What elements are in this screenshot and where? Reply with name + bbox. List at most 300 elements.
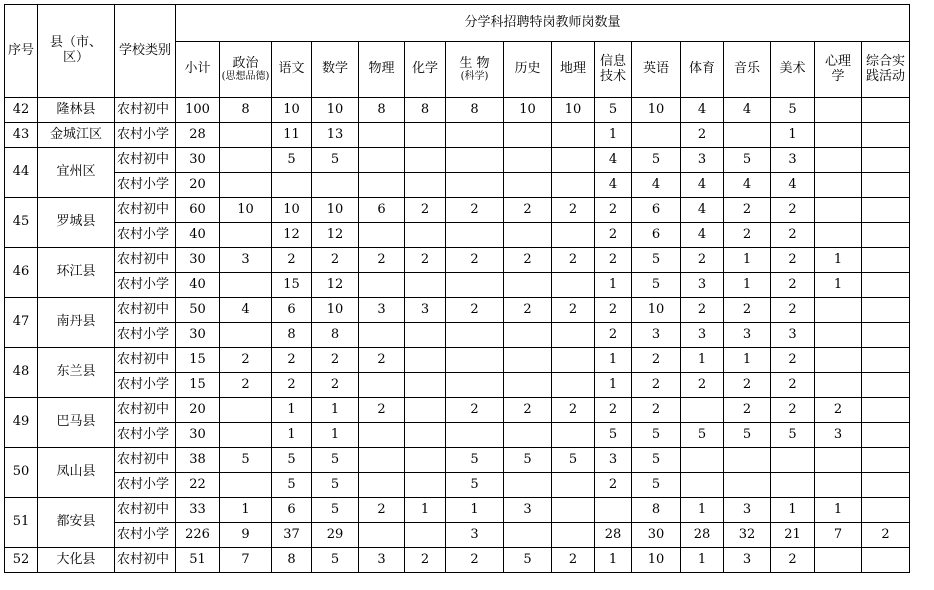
header-subject-label: 历史 — [514, 61, 541, 77]
count-cell-art: 2 — [771, 248, 815, 273]
count-cell-chemistry — [405, 373, 446, 398]
count-cell-art: 2 — [771, 223, 815, 248]
count-cell-pe: 2 — [681, 248, 724, 273]
count-cell-total: 15 — [176, 373, 220, 398]
county-cell: 宜州区 — [38, 148, 115, 198]
count-cell-math: 10 — [312, 298, 359, 323]
count-cell-it: 1 — [595, 273, 632, 298]
count-cell-total: 30 — [176, 423, 220, 448]
count-cell-physics — [359, 448, 405, 473]
school-type-cell: 农村初中 — [115, 548, 176, 573]
count-cell-total: 38 — [176, 448, 220, 473]
count-cell-music: 1 — [724, 273, 771, 298]
table-row — [5, 273, 910, 298]
count-cell-chemistry — [405, 173, 446, 198]
count-cell-chemistry — [405, 273, 446, 298]
header-subject-label: 政治 — [232, 55, 259, 71]
header-subject-art — [771, 42, 815, 98]
count-cell-biology — [446, 423, 504, 448]
seq-cell: 48 — [5, 348, 38, 398]
count-cell-practice — [862, 148, 910, 173]
county-cell: 都安县 — [38, 498, 115, 548]
count-cell-psychology — [815, 98, 862, 123]
count-cell-psychology — [815, 123, 862, 148]
count-cell-pe: 1 — [681, 548, 724, 573]
count-cell-chemistry — [405, 148, 446, 173]
count-cell-music: 3 — [724, 498, 771, 523]
count-cell-psychology — [815, 348, 862, 373]
count-cell-music: 1 — [724, 248, 771, 273]
count-cell-pe — [681, 398, 724, 423]
county-cell: 金城江区 — [38, 123, 115, 148]
count-cell-art: 2 — [771, 398, 815, 423]
count-cell-art: 5 — [771, 423, 815, 448]
seq-cell: 52 — [5, 548, 38, 573]
count-cell-math: 5 — [312, 148, 359, 173]
count-cell-pe: 3 — [681, 273, 724, 298]
count-cell-geography — [552, 123, 595, 148]
header-subject-label: 美术 — [779, 61, 806, 77]
count-cell-math: 5 — [312, 448, 359, 473]
count-cell-politics — [220, 398, 272, 423]
count-cell-psychology — [815, 373, 862, 398]
count-cell-biology — [446, 173, 504, 198]
count-cell-practice — [862, 173, 910, 198]
count-cell-math: 1 — [312, 423, 359, 448]
header-subject-history — [504, 42, 552, 98]
count-cell-music: 2 — [724, 198, 771, 223]
school-type-cell: 农村初中 — [115, 348, 176, 373]
count-cell-psychology: 1 — [815, 498, 862, 523]
count-cell-geography — [552, 173, 595, 198]
teacher-recruitment-table — [4, 4, 910, 573]
count-cell-geography: 2 — [552, 198, 595, 223]
count-cell-it: 2 — [595, 223, 632, 248]
count-cell-history — [504, 173, 552, 198]
table-row — [5, 373, 910, 398]
count-cell-art: 1 — [771, 123, 815, 148]
count-cell-practice — [862, 348, 910, 373]
count-cell-pe: 4 — [681, 198, 724, 223]
count-cell-biology: 2 — [446, 548, 504, 573]
count-cell-practice — [862, 273, 910, 298]
count-cell-biology: 3 — [446, 523, 504, 548]
count-cell-chemistry: 2 — [405, 248, 446, 273]
header-subject-chemistry — [405, 42, 446, 98]
count-cell-it: 1 — [595, 548, 632, 573]
school-type-cell: 农村初中 — [115, 98, 176, 123]
table-row — [5, 448, 910, 473]
table-row — [5, 198, 910, 223]
header-subject-label: 心理学 — [824, 53, 851, 84]
count-cell-it: 1 — [595, 348, 632, 373]
school-type-cell: 农村初中 — [115, 448, 176, 473]
count-cell-english: 4 — [632, 173, 681, 198]
count-cell-pe: 28 — [681, 523, 724, 548]
table-row — [5, 148, 910, 173]
count-cell-chinese: 10 — [272, 198, 312, 223]
count-cell-english: 2 — [632, 348, 681, 373]
count-cell-politics: 7 — [220, 548, 272, 573]
count-cell-chemistry: 8 — [405, 98, 446, 123]
count-cell-math: 12 — [312, 223, 359, 248]
header-subject-music — [724, 42, 771, 98]
count-cell-politics: 9 — [220, 523, 272, 548]
count-cell-practice — [862, 373, 910, 398]
count-cell-music: 5 — [724, 423, 771, 448]
count-cell-psychology: 1 — [815, 248, 862, 273]
count-cell-art: 3 — [771, 148, 815, 173]
school-type-cell: 农村小学 — [115, 173, 176, 198]
count-cell-politics: 2 — [220, 348, 272, 373]
county-cell: 巴马县 — [38, 398, 115, 448]
count-cell-geography: 2 — [552, 398, 595, 423]
count-cell-music: 2 — [724, 298, 771, 323]
header-subject-sub: (科学) — [460, 71, 489, 83]
count-cell-chinese: 6 — [272, 498, 312, 523]
header-county: 县（市、区） — [38, 5, 115, 98]
count-cell-biology: 2 — [446, 248, 504, 273]
count-cell-psychology: 1 — [815, 273, 862, 298]
count-cell-practice — [862, 198, 910, 223]
county-cell: 凤山县 — [38, 448, 115, 498]
count-cell-geography: 2 — [552, 248, 595, 273]
count-cell-chemistry — [405, 348, 446, 373]
seq-cell: 47 — [5, 298, 38, 348]
school-type-cell: 农村小学 — [115, 323, 176, 348]
count-cell-physics: 2 — [359, 248, 405, 273]
count-cell-english: 10 — [632, 548, 681, 573]
count-cell-physics: 3 — [359, 548, 405, 573]
count-cell-english: 5 — [632, 273, 681, 298]
header-subject-biology — [446, 42, 504, 98]
count-cell-art: 2 — [771, 348, 815, 373]
count-cell-it: 2 — [595, 323, 632, 348]
count-cell-art: 1 — [771, 498, 815, 523]
count-cell-total: 30 — [176, 248, 220, 273]
count-cell-practice — [862, 448, 910, 473]
count-cell-physics: 3 — [359, 298, 405, 323]
count-cell-total: 40 — [176, 273, 220, 298]
count-cell-psychology — [815, 223, 862, 248]
count-cell-politics: 4 — [220, 298, 272, 323]
header-subject-label: 综合实践活动 — [866, 53, 906, 84]
count-cell-physics: 2 — [359, 348, 405, 373]
count-cell-chemistry — [405, 123, 446, 148]
count-cell-art — [771, 473, 815, 498]
count-cell-total: 20 — [176, 173, 220, 198]
count-cell-math: 10 — [312, 98, 359, 123]
count-cell-art: 3 — [771, 323, 815, 348]
count-cell-art: 2 — [771, 198, 815, 223]
count-cell-it: 28 — [595, 523, 632, 548]
count-cell-biology: 8 — [446, 98, 504, 123]
count-cell-chinese: 5 — [272, 448, 312, 473]
header-subject-label: 体育 — [688, 61, 715, 77]
count-cell-politics — [220, 273, 272, 298]
header-subject-sub: (思想品德) — [221, 71, 270, 83]
count-cell-chinese: 15 — [272, 273, 312, 298]
header-subject-practice — [862, 42, 910, 98]
count-cell-geography — [552, 323, 595, 348]
table-row — [5, 473, 910, 498]
count-cell-geography — [552, 273, 595, 298]
count-cell-politics: 5 — [220, 448, 272, 473]
count-cell-biology: 2 — [446, 398, 504, 423]
count-cell-biology — [446, 148, 504, 173]
count-cell-history — [504, 373, 552, 398]
count-cell-biology — [446, 323, 504, 348]
count-cell-practice: 2 — [862, 523, 910, 548]
header-subject-politics — [220, 42, 272, 98]
count-cell-music — [724, 473, 771, 498]
count-cell-geography: 2 — [552, 298, 595, 323]
table-row — [5, 298, 910, 323]
table-row — [5, 348, 910, 373]
count-cell-chinese: 5 — [272, 148, 312, 173]
count-cell-chemistry — [405, 448, 446, 473]
count-cell-it: 3 — [595, 448, 632, 473]
count-cell-history — [504, 148, 552, 173]
seq-cell: 42 — [5, 98, 38, 123]
count-cell-chinese: 2 — [272, 373, 312, 398]
count-cell-pe: 2 — [681, 373, 724, 398]
school-type-cell: 农村小学 — [115, 423, 176, 448]
count-cell-art: 2 — [771, 373, 815, 398]
count-cell-english: 5 — [632, 148, 681, 173]
county-cell: 环江县 — [38, 248, 115, 298]
count-cell-psychology — [815, 173, 862, 198]
count-cell-chinese: 1 — [272, 398, 312, 423]
count-cell-music — [724, 123, 771, 148]
count-cell-english: 5 — [632, 448, 681, 473]
count-cell-chinese: 10 — [272, 98, 312, 123]
count-cell-total: 226 — [176, 523, 220, 548]
count-cell-politics: 10 — [220, 198, 272, 223]
header-subject-total — [176, 42, 220, 98]
count-cell-practice — [862, 223, 910, 248]
count-cell-english: 8 — [632, 498, 681, 523]
count-cell-it: 2 — [595, 298, 632, 323]
school-type-cell: 农村初中 — [115, 298, 176, 323]
count-cell-pe — [681, 448, 724, 473]
count-cell-english: 5 — [632, 423, 681, 448]
seq-cell: 44 — [5, 148, 38, 198]
count-cell-music: 1 — [724, 348, 771, 373]
seq-cell: 49 — [5, 398, 38, 448]
count-cell-physics: 2 — [359, 398, 405, 423]
count-cell-it: 1 — [595, 123, 632, 148]
count-cell-math: 2 — [312, 348, 359, 373]
county-cell: 东兰县 — [38, 348, 115, 398]
table-row — [5, 248, 910, 273]
count-cell-art: 4 — [771, 173, 815, 198]
count-cell-math — [312, 173, 359, 198]
count-cell-history: 10 — [504, 98, 552, 123]
seq-cell: 45 — [5, 198, 38, 248]
count-cell-physics — [359, 423, 405, 448]
school-type-cell: 农村小学 — [115, 523, 176, 548]
count-cell-physics — [359, 148, 405, 173]
count-cell-chinese: 2 — [272, 348, 312, 373]
count-cell-pe: 4 — [681, 223, 724, 248]
count-cell-physics — [359, 123, 405, 148]
count-cell-biology — [446, 348, 504, 373]
count-cell-practice — [862, 423, 910, 448]
count-cell-geography — [552, 523, 595, 548]
count-cell-psychology — [815, 298, 862, 323]
count-cell-history: 2 — [504, 198, 552, 223]
count-cell-history: 5 — [504, 448, 552, 473]
school-type-cell: 农村小学 — [115, 473, 176, 498]
count-cell-total: 100 — [176, 98, 220, 123]
county-cell: 隆林县 — [38, 98, 115, 123]
count-cell-practice — [862, 123, 910, 148]
school-type-cell: 农村初中 — [115, 148, 176, 173]
count-cell-politics: 1 — [220, 498, 272, 523]
count-cell-pe: 1 — [681, 498, 724, 523]
header-subject-label: 小计 — [184, 61, 211, 77]
count-cell-biology — [446, 123, 504, 148]
count-cell-pe: 3 — [681, 148, 724, 173]
count-cell-chemistry: 2 — [405, 548, 446, 573]
table-row — [5, 548, 910, 573]
count-cell-math: 5 — [312, 498, 359, 523]
count-cell-english: 5 — [632, 473, 681, 498]
count-cell-english — [632, 123, 681, 148]
count-cell-biology: 1 — [446, 498, 504, 523]
count-cell-practice — [862, 298, 910, 323]
count-cell-music: 4 — [724, 98, 771, 123]
header-subject-math — [312, 42, 359, 98]
count-cell-chemistry — [405, 523, 446, 548]
count-cell-physics: 6 — [359, 198, 405, 223]
count-cell-total: 20 — [176, 398, 220, 423]
count-cell-art: 2 — [771, 298, 815, 323]
count-cell-physics: 2 — [359, 498, 405, 523]
count-cell-english: 6 — [632, 198, 681, 223]
count-cell-it: 5 — [595, 423, 632, 448]
count-cell-physics: 8 — [359, 98, 405, 123]
school-type-cell: 农村小学 — [115, 223, 176, 248]
header-subject-it — [595, 42, 632, 98]
count-cell-it: 2 — [595, 198, 632, 223]
header-school-type: 学校类别 — [115, 5, 176, 98]
count-cell-math: 5 — [312, 548, 359, 573]
count-cell-total: 22 — [176, 473, 220, 498]
count-cell-geography: 2 — [552, 548, 595, 573]
school-type-cell: 农村初中 — [115, 498, 176, 523]
count-cell-politics — [220, 173, 272, 198]
header-subject-label: 物理 — [368, 61, 395, 77]
count-cell-pe: 3 — [681, 323, 724, 348]
count-cell-history: 2 — [504, 248, 552, 273]
table-row — [5, 523, 910, 548]
count-cell-chemistry — [405, 223, 446, 248]
count-cell-chemistry — [405, 423, 446, 448]
header-subject-label: 信息技术 — [599, 53, 626, 84]
count-cell-physics — [359, 323, 405, 348]
count-cell-history: 2 — [504, 298, 552, 323]
count-cell-practice — [862, 398, 910, 423]
header-subject-label: 英语 — [642, 61, 669, 77]
count-cell-english: 2 — [632, 373, 681, 398]
count-cell-english: 5 — [632, 248, 681, 273]
school-type-cell: 农村初中 — [115, 248, 176, 273]
header-subject-geography — [552, 42, 595, 98]
count-cell-total: 60 — [176, 198, 220, 223]
count-cell-chinese: 6 — [272, 298, 312, 323]
count-cell-total: 50 — [176, 298, 220, 323]
count-cell-total: 33 — [176, 498, 220, 523]
school-type-cell: 农村小学 — [115, 273, 176, 298]
count-cell-psychology: 3 — [815, 423, 862, 448]
count-cell-biology: 5 — [446, 448, 504, 473]
count-cell-chinese: 8 — [272, 323, 312, 348]
count-cell-history — [504, 473, 552, 498]
count-cell-chinese: 11 — [272, 123, 312, 148]
count-cell-music — [724, 448, 771, 473]
count-cell-physics — [359, 473, 405, 498]
count-cell-history — [504, 423, 552, 448]
count-cell-geography — [552, 498, 595, 523]
count-cell-biology: 2 — [446, 298, 504, 323]
count-cell-psychology — [815, 473, 862, 498]
count-cell-history: 5 — [504, 548, 552, 573]
count-cell-music: 32 — [724, 523, 771, 548]
count-cell-music: 3 — [724, 548, 771, 573]
count-cell-biology — [446, 373, 504, 398]
count-cell-biology: 2 — [446, 198, 504, 223]
count-cell-it: 5 — [595, 98, 632, 123]
header-subject-english — [632, 42, 681, 98]
table-row — [5, 423, 910, 448]
school-type-cell: 农村初中 — [115, 198, 176, 223]
count-cell-chinese: 12 — [272, 223, 312, 248]
count-cell-english: 10 — [632, 98, 681, 123]
header-subject-label: 音乐 — [733, 61, 760, 77]
header-subject-physics — [359, 42, 405, 98]
table-row — [5, 223, 910, 248]
count-cell-history: 3 — [504, 498, 552, 523]
school-type-cell: 农村小学 — [115, 123, 176, 148]
count-cell-practice — [862, 548, 910, 573]
count-cell-english: 10 — [632, 298, 681, 323]
count-cell-practice — [862, 98, 910, 123]
count-cell-it — [595, 498, 632, 523]
county-cell: 南丹县 — [38, 298, 115, 348]
count-cell-history — [504, 323, 552, 348]
count-cell-pe: 4 — [681, 98, 724, 123]
header-seq: 序号 — [5, 5, 38, 98]
count-cell-psychology — [815, 198, 862, 223]
count-cell-music: 5 — [724, 148, 771, 173]
count-cell-pe: 2 — [681, 123, 724, 148]
seq-cell: 46 — [5, 248, 38, 298]
table-row — [5, 323, 910, 348]
count-cell-english: 2 — [632, 398, 681, 423]
count-cell-politics — [220, 423, 272, 448]
count-cell-english: 3 — [632, 323, 681, 348]
count-cell-geography — [552, 223, 595, 248]
count-cell-pe — [681, 473, 724, 498]
header-subject-psychology — [815, 42, 862, 98]
count-cell-psychology — [815, 323, 862, 348]
count-cell-math: 5 — [312, 473, 359, 498]
count-cell-english: 6 — [632, 223, 681, 248]
count-cell-math: 8 — [312, 323, 359, 348]
school-type-cell: 农村小学 — [115, 373, 176, 398]
